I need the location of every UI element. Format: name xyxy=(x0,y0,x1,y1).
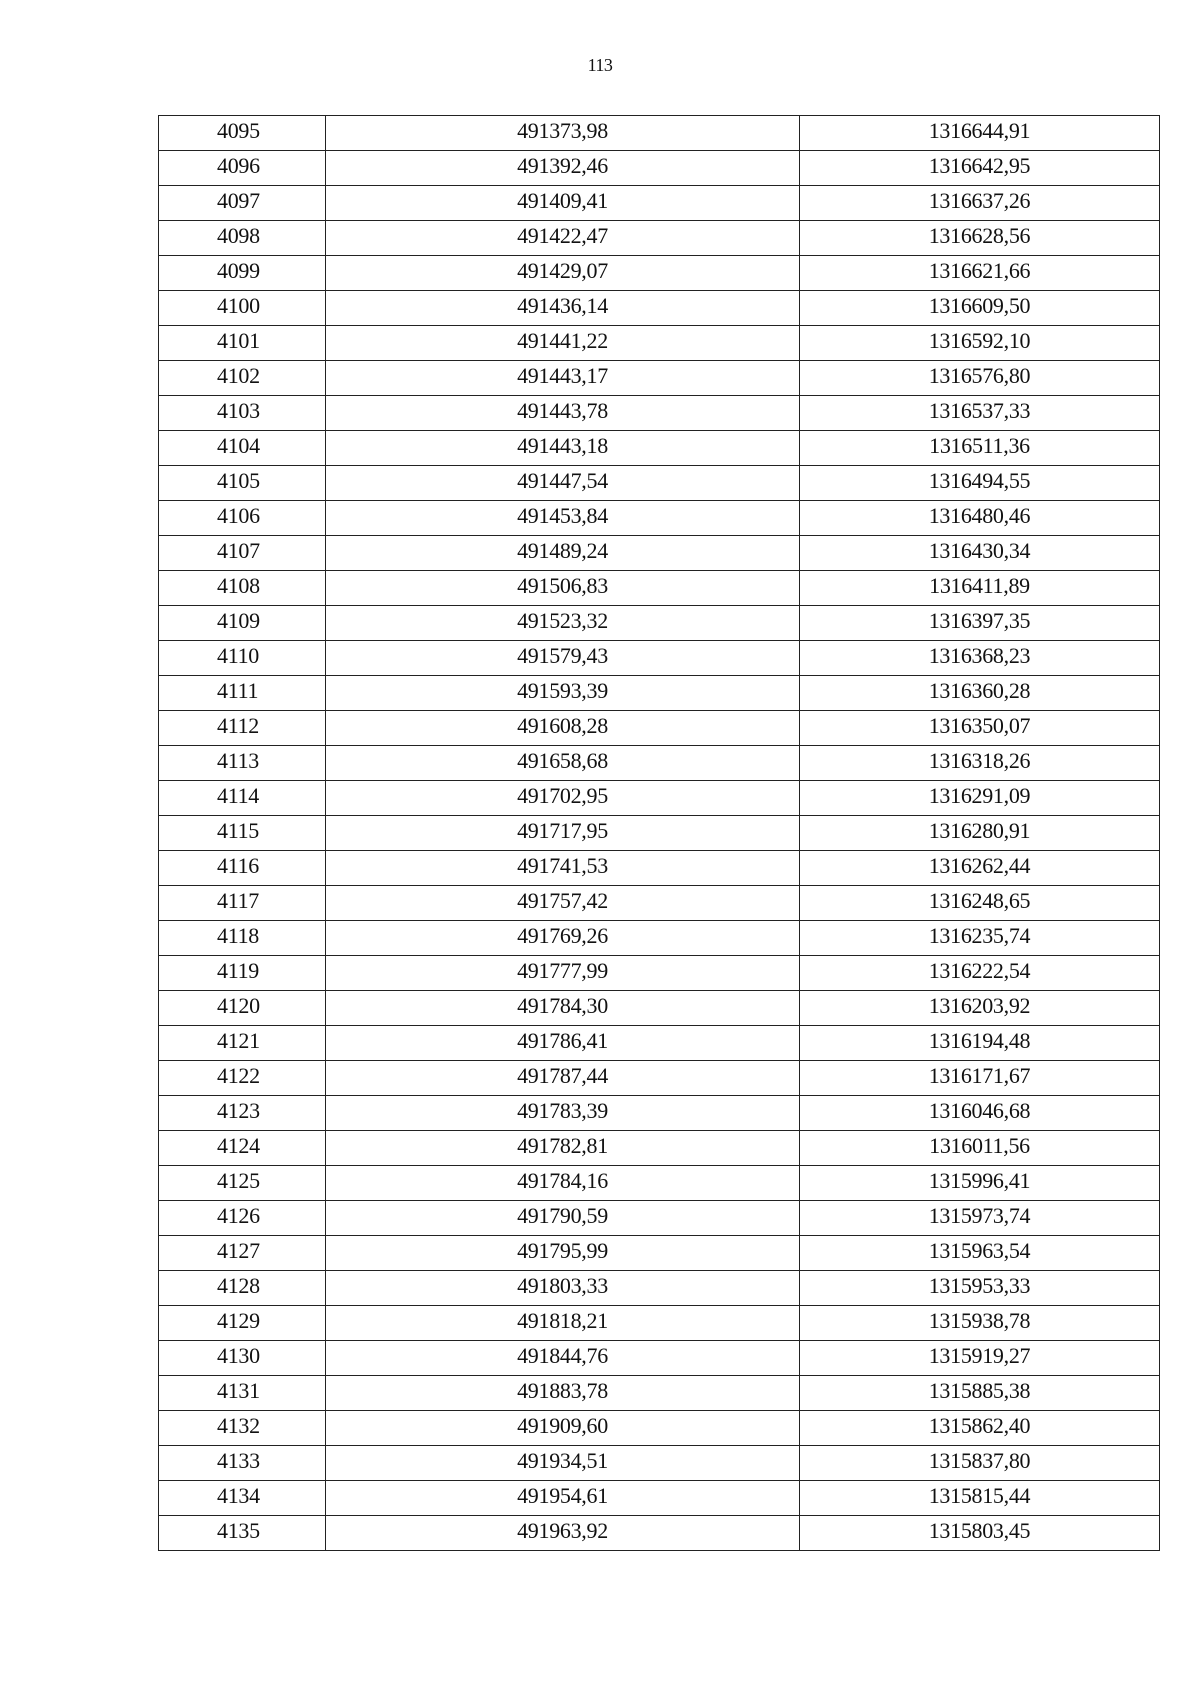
y-coordinate-cell: 1316280,91 xyxy=(800,816,1160,851)
point-number-cell: 4115 xyxy=(159,816,326,851)
x-coordinate-cell: 491769,26 xyxy=(326,921,800,956)
table-row xyxy=(159,1376,1160,1411)
y-coordinate-cell: 1316592,10 xyxy=(800,326,1160,361)
x-coordinate-cell: 491373,98 xyxy=(326,116,800,151)
x-coordinate-cell: 491795,99 xyxy=(326,1236,800,1271)
point-number-cell: 4135 xyxy=(159,1516,326,1551)
table-row xyxy=(159,571,1160,606)
x-coordinate-cell: 491818,21 xyxy=(326,1306,800,1341)
point-number-cell: 4107 xyxy=(159,536,326,571)
table-row xyxy=(159,816,1160,851)
point-number-cell: 4118 xyxy=(159,921,326,956)
table-row xyxy=(159,1341,1160,1376)
y-coordinate-cell: 1316171,67 xyxy=(800,1061,1160,1096)
table-row xyxy=(159,956,1160,991)
coordinates-table-body xyxy=(159,116,1160,1551)
x-coordinate-cell: 491934,51 xyxy=(326,1446,800,1481)
y-coordinate-cell: 1316350,07 xyxy=(800,711,1160,746)
x-coordinate-cell: 491429,07 xyxy=(326,256,800,291)
table-row xyxy=(159,291,1160,326)
table-row xyxy=(159,466,1160,501)
table-row xyxy=(159,116,1160,151)
table-row xyxy=(159,1516,1160,1551)
x-coordinate-cell: 491790,59 xyxy=(326,1201,800,1236)
table-row xyxy=(159,431,1160,466)
table-row xyxy=(159,1306,1160,1341)
table-row xyxy=(159,221,1160,256)
point-number-cell: 4127 xyxy=(159,1236,326,1271)
table-row xyxy=(159,1446,1160,1481)
point-number-cell: 4117 xyxy=(159,886,326,921)
x-coordinate-cell: 491608,28 xyxy=(326,711,800,746)
x-coordinate-cell: 491523,32 xyxy=(326,606,800,641)
x-coordinate-cell: 491436,14 xyxy=(326,291,800,326)
y-coordinate-cell: 1315803,45 xyxy=(800,1516,1160,1551)
y-coordinate-cell: 1316262,44 xyxy=(800,851,1160,886)
table-row xyxy=(159,536,1160,571)
x-coordinate-cell: 491741,53 xyxy=(326,851,800,886)
point-number-cell: 4119 xyxy=(159,956,326,991)
y-coordinate-cell: 1316011,56 xyxy=(800,1131,1160,1166)
coordinates-table xyxy=(158,115,1160,1551)
y-coordinate-cell: 1316642,95 xyxy=(800,151,1160,186)
y-coordinate-cell: 1315815,44 xyxy=(800,1481,1160,1516)
page-number: 113 xyxy=(587,55,613,75)
y-coordinate-cell: 1315996,41 xyxy=(800,1166,1160,1201)
x-coordinate-cell: 491757,42 xyxy=(326,886,800,921)
x-coordinate-cell: 491844,76 xyxy=(326,1341,800,1376)
table-row xyxy=(159,1236,1160,1271)
point-number-cell: 4112 xyxy=(159,711,326,746)
table-row xyxy=(159,1271,1160,1306)
y-coordinate-cell: 1316194,48 xyxy=(800,1026,1160,1061)
table-row xyxy=(159,361,1160,396)
y-coordinate-cell: 1316621,66 xyxy=(800,256,1160,291)
y-coordinate-cell: 1316628,56 xyxy=(800,221,1160,256)
y-coordinate-cell: 1315885,38 xyxy=(800,1376,1160,1411)
table-row xyxy=(159,1131,1160,1166)
x-coordinate-cell: 491777,99 xyxy=(326,956,800,991)
y-coordinate-cell: 1315973,74 xyxy=(800,1201,1160,1236)
point-number-cell: 4109 xyxy=(159,606,326,641)
y-coordinate-cell: 1316480,46 xyxy=(800,501,1160,536)
point-number-cell: 4114 xyxy=(159,781,326,816)
table-row xyxy=(159,746,1160,781)
point-number-cell: 4095 xyxy=(159,116,326,151)
point-number-cell: 4105 xyxy=(159,466,326,501)
table-row xyxy=(159,396,1160,431)
x-coordinate-cell: 491717,95 xyxy=(326,816,800,851)
table-row xyxy=(159,711,1160,746)
y-coordinate-cell: 1316291,09 xyxy=(800,781,1160,816)
x-coordinate-cell: 491447,54 xyxy=(326,466,800,501)
x-coordinate-cell: 491782,81 xyxy=(326,1131,800,1166)
table-row xyxy=(159,256,1160,291)
point-number-cell: 4110 xyxy=(159,641,326,676)
table-row xyxy=(159,851,1160,886)
table-row xyxy=(159,641,1160,676)
y-coordinate-cell: 1316248,65 xyxy=(800,886,1160,921)
point-number-cell: 4106 xyxy=(159,501,326,536)
point-number-cell: 4124 xyxy=(159,1131,326,1166)
point-number-cell: 4134 xyxy=(159,1481,326,1516)
y-coordinate-cell: 1316644,91 xyxy=(800,116,1160,151)
point-number-cell: 4131 xyxy=(159,1376,326,1411)
table-row xyxy=(159,1061,1160,1096)
x-coordinate-cell: 491787,44 xyxy=(326,1061,800,1096)
x-coordinate-cell: 491422,47 xyxy=(326,221,800,256)
x-coordinate-cell: 491883,78 xyxy=(326,1376,800,1411)
point-number-cell: 4133 xyxy=(159,1446,326,1481)
point-number-cell: 4132 xyxy=(159,1411,326,1446)
x-coordinate-cell: 491783,39 xyxy=(326,1096,800,1131)
x-coordinate-cell: 491593,39 xyxy=(326,676,800,711)
table-row xyxy=(159,1026,1160,1061)
table-row xyxy=(159,1411,1160,1446)
table-row xyxy=(159,781,1160,816)
y-coordinate-cell: 1315963,54 xyxy=(800,1236,1160,1271)
table-row xyxy=(159,151,1160,186)
point-number-cell: 4102 xyxy=(159,361,326,396)
point-number-cell: 4101 xyxy=(159,326,326,361)
point-number-cell: 4122 xyxy=(159,1061,326,1096)
x-coordinate-cell: 491443,17 xyxy=(326,361,800,396)
table-row xyxy=(159,606,1160,641)
point-number-cell: 4099 xyxy=(159,256,326,291)
table-row xyxy=(159,921,1160,956)
table-row xyxy=(159,1096,1160,1131)
point-number-cell: 4097 xyxy=(159,186,326,221)
table-row xyxy=(159,1201,1160,1236)
y-coordinate-cell: 1315837,80 xyxy=(800,1446,1160,1481)
x-coordinate-cell: 491443,18 xyxy=(326,431,800,466)
point-number-cell: 4111 xyxy=(159,676,326,711)
point-number-cell: 4098 xyxy=(159,221,326,256)
y-coordinate-cell: 1316368,23 xyxy=(800,641,1160,676)
table-row xyxy=(159,326,1160,361)
y-coordinate-cell: 1315953,33 xyxy=(800,1271,1160,1306)
point-number-cell: 4130 xyxy=(159,1341,326,1376)
y-coordinate-cell: 1316235,74 xyxy=(800,921,1160,956)
table-row xyxy=(159,1166,1160,1201)
x-coordinate-cell: 491786,41 xyxy=(326,1026,800,1061)
point-number-cell: 4125 xyxy=(159,1166,326,1201)
y-coordinate-cell: 1316318,26 xyxy=(800,746,1160,781)
x-coordinate-cell: 491803,33 xyxy=(326,1271,800,1306)
table-row xyxy=(159,676,1160,711)
x-coordinate-cell: 491954,61 xyxy=(326,1481,800,1516)
point-number-cell: 4126 xyxy=(159,1201,326,1236)
table-row xyxy=(159,991,1160,1026)
x-coordinate-cell: 491702,95 xyxy=(326,781,800,816)
x-coordinate-cell: 491441,22 xyxy=(326,326,800,361)
x-coordinate-cell: 491579,43 xyxy=(326,641,800,676)
point-number-cell: 4108 xyxy=(159,571,326,606)
y-coordinate-cell: 1316222,54 xyxy=(800,956,1160,991)
point-number-cell: 4121 xyxy=(159,1026,326,1061)
y-coordinate-cell: 1316411,89 xyxy=(800,571,1160,606)
x-coordinate-cell: 491443,78 xyxy=(326,396,800,431)
y-coordinate-cell: 1316609,50 xyxy=(800,291,1160,326)
y-coordinate-cell: 1315862,40 xyxy=(800,1411,1160,1446)
y-coordinate-cell: 1316637,26 xyxy=(800,186,1160,221)
table-row xyxy=(159,186,1160,221)
point-number-cell: 4120 xyxy=(159,991,326,1026)
table-row xyxy=(159,501,1160,536)
point-number-cell: 4113 xyxy=(159,746,326,781)
x-coordinate-cell: 491963,92 xyxy=(326,1516,800,1551)
y-coordinate-cell: 1315938,78 xyxy=(800,1306,1160,1341)
table-row xyxy=(159,1481,1160,1516)
y-coordinate-cell: 1316360,28 xyxy=(800,676,1160,711)
x-coordinate-cell: 491453,84 xyxy=(326,501,800,536)
y-coordinate-cell: 1316576,80 xyxy=(800,361,1160,396)
x-coordinate-cell: 491784,30 xyxy=(326,991,800,1026)
y-coordinate-cell: 1316537,33 xyxy=(800,396,1160,431)
x-coordinate-cell: 491909,60 xyxy=(326,1411,800,1446)
x-coordinate-cell: 491506,83 xyxy=(326,571,800,606)
y-coordinate-cell: 1316397,35 xyxy=(800,606,1160,641)
y-coordinate-cell: 1316046,68 xyxy=(800,1096,1160,1131)
x-coordinate-cell: 491784,16 xyxy=(326,1166,800,1201)
x-coordinate-cell: 491489,24 xyxy=(326,536,800,571)
x-coordinate-cell: 491658,68 xyxy=(326,746,800,781)
y-coordinate-cell: 1316494,55 xyxy=(800,466,1160,501)
y-coordinate-cell: 1316430,34 xyxy=(800,536,1160,571)
point-number-cell: 4116 xyxy=(159,851,326,886)
x-coordinate-cell: 491409,41 xyxy=(326,186,800,221)
x-coordinate-cell: 491392,46 xyxy=(326,151,800,186)
y-coordinate-cell: 1316511,36 xyxy=(800,431,1160,466)
point-number-cell: 4129 xyxy=(159,1306,326,1341)
point-number-cell: 4104 xyxy=(159,431,326,466)
point-number-cell: 4100 xyxy=(159,291,326,326)
y-coordinate-cell: 1315919,27 xyxy=(800,1341,1160,1376)
point-number-cell: 4123 xyxy=(159,1096,326,1131)
point-number-cell: 4096 xyxy=(159,151,326,186)
point-number-cell: 4128 xyxy=(159,1271,326,1306)
y-coordinate-cell: 1316203,92 xyxy=(800,991,1160,1026)
point-number-cell: 4103 xyxy=(159,396,326,431)
table-row xyxy=(159,886,1160,921)
